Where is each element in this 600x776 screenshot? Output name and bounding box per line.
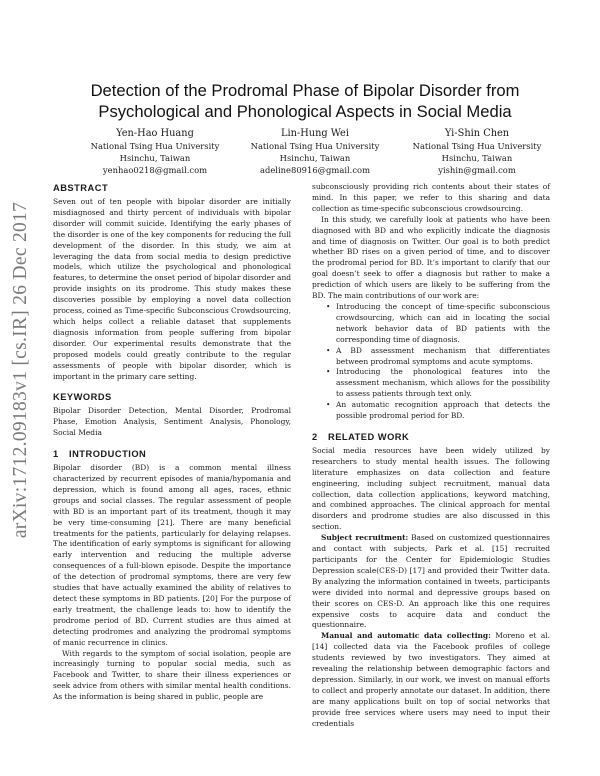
left-column [53,182,291,703]
author-affiliation: National Tsing Hua University [412,141,542,151]
list-item: • A BD assessment mechanism that differentiates between prodromal symptoms and acute symptoms. [326,346,550,368]
intro-paragraph-3: subconsciously providing rich contents about their states of mind. In this paper, we refer to this sharing and data collection as time-specific subconscious crowdsourcing. [312,182,550,213]
section-title: RELATED WORK [328,431,410,442]
contributions-list [312,302,550,422]
section-number: 1 [53,449,59,460]
author-location: Hsinchu, Taiwan [279,152,351,163]
arxiv-stamp-text: arXiv:1712.09183v1 [cs.IR] 26 Dec 2017 [10,201,31,539]
author-name: Yen-Hao Huang [116,128,194,139]
abstract-text: Seven out of ten people with bipolar disorder are initially misdiagnosed and thirty percent of individuals with bipolar disorder will commit suicide. Identifying the early phases of the disorder is one of the key components for reducing the full development of the disorder. In this study, we aim at leveraging the data from social media to design predictive models, which utilize the psychological and phonological features, to determine the onset period of bipolar disorder and provide insights on its prodrome. This study makes these discoveries possible by employing a novel data collection process, coined as Time-specific Subconscious Crowdsourcing, which helps collect a reliable dataset that supplements diagnosis information from people suffering from bipolar disorder. Our experimental results demonstrate that the proposed models could greatly contribute to the regular assessments of people with bipolar disorder, which is important in the primary care setting. [53,197,291,381]
paragraph-body: Moreno et al. [14] collected data via the Facebook profiles of college students reviewed by two investigators. They aimed at revealing the relationship between demographic factors and depression. Similarly, in our work, we invest on manual efforts to collect and properly annotate our dataset. In addition, there are many applications built on top of social networks that provide free services where users may need to input their credentials [312,631,550,728]
author-name: Yi-Shin Chen [444,128,510,139]
author-affiliation: National Tsing Hua University [90,141,220,151]
keywords-heading: KEYWORDS [53,392,112,403]
arxiv-stamp [6,150,36,590]
author-email: yishin@gmail.com [438,164,516,175]
author-affiliation: National Tsing Hua University [250,141,380,151]
paper-title [50,80,560,122]
related-work-heading [312,431,550,443]
list-item: • Introducing the phonological features into the assessment mechanism, which allows for the possibility to assess patients through text only. [326,367,550,400]
intro-heading [53,448,291,460]
section-number: 2 [312,431,318,442]
run-in-heading: Subject recruitment: [321,533,409,543]
paragraph-body: Based on customized questionnaires and contact with subjects, Park et al. [15] recruited participants for the Center for Epidemiologic Studies Depression scale(CES-D) [17] and provided their Twitter data. By analyzing the information contained in tweets, participants were divided into normal and depressive groups based on their scores on CES-D. An approach like this one requires expensive costs to acquire data and conduct the questionnaire. [312,533,550,630]
section-title: INTRODUCTION [69,449,147,460]
author-email: yenhao0218@gmail.com [102,164,208,175]
author-block-2 [230,127,400,176]
keywords-text: Bipolar Disorder Detection, Mental Disorder, Prodromal Phase, Emotion Analysis, Sentiment Analysis, Phonology, Social Media [53,406,291,438]
related-paragraph-2 [312,533,550,631]
list-item: • Introducing the concept of time-specific subconscious crowdsourcing, which can aid in locating the social network behavior data of BD patients with the corresponding time of diagnosis. [326,302,550,346]
related-paragraph-1: Social media resources have been widely utilized by researchers to study mental health issues. The following literature emphasizes on data collection and feature engineering, including subject recruitment, manual data collection, data collection applications, keyword matching, and combined approaches. The clinical approach for mental disorders and prodrome studies are also discussed in this section. [312,445,550,532]
title-line-2: Psychological and Phonological Aspects in Social Media [98,102,512,121]
right-column [312,182,550,730]
list-item: • An automatic recognition approach that detects the possible prodromal period for BD. [326,400,550,422]
author-email: adeline80916@gmail.com [259,164,371,175]
intro-paragraph-4: In this study, we carefully look at patients who have been diagnosed with BD and who explicitly indicate the diagnosis and time of diagnosis on Twitter. Our goal is to both predict whether BD rises on a given period of time, and to discover the prodromal period for BD. It’s important to clarify that our goal doesn’t seek to offer a diagnosis but rather to make a prediction of which users are likely to be suffering from the BD. The main contributions of our work are: [312,214,550,301]
abstract-heading: ABSTRACT [53,183,109,193]
author-block-1 [70,127,240,176]
author-location: Hsinchu, Taiwan [441,152,513,163]
title-line-1: Detection of the Prodromal Phase of Bipolar Disorder from [90,81,520,100]
related-paragraph-3 [312,631,550,729]
intro-paragraph-1: Bipolar disorder (BD) is a common mental illness characterized by recurrent episodes of mania/hypomania and depression, which is found among all ages, races, ethnic groups and social classes. The regular assessment of people with BD is an important part of its treatment, though it may be very time-consuming [21]. There are many beneficial treatments for the patients, particularly for delaying relapses. The identification of early symptoms is significant for allowing early intervention and reducing the multiple adverse consequences of a full-blown episode. Despite the importance of the detection of prodromal symptoms, there are very few studies that have actually examined the ability of relatives to detect these symptoms in BD patients. [20] For the purpose of early treatment, the challenge leads to: how to identify the prodrome period of BD. Current studies are thus aimed at detecting prodromes and analyzing the prodromal symptoms of manic recurrence in clinics. [53,463,291,647]
author-block-3 [392,127,562,176]
run-in-heading: Manual and automatic data collecting: [321,631,491,641]
author-location: Hsinchu, Taiwan [119,152,191,163]
intro-paragraph-2: With regards to the symptom of social isolation, people are increasingly turning to popular social media, such as Facebook and Twitter, to share their illness experiences or seek advice from others with similar mental health conditions. As the information is being shared in public, people are [53,648,291,702]
author-name: Lin-Hung Wei [280,128,349,139]
